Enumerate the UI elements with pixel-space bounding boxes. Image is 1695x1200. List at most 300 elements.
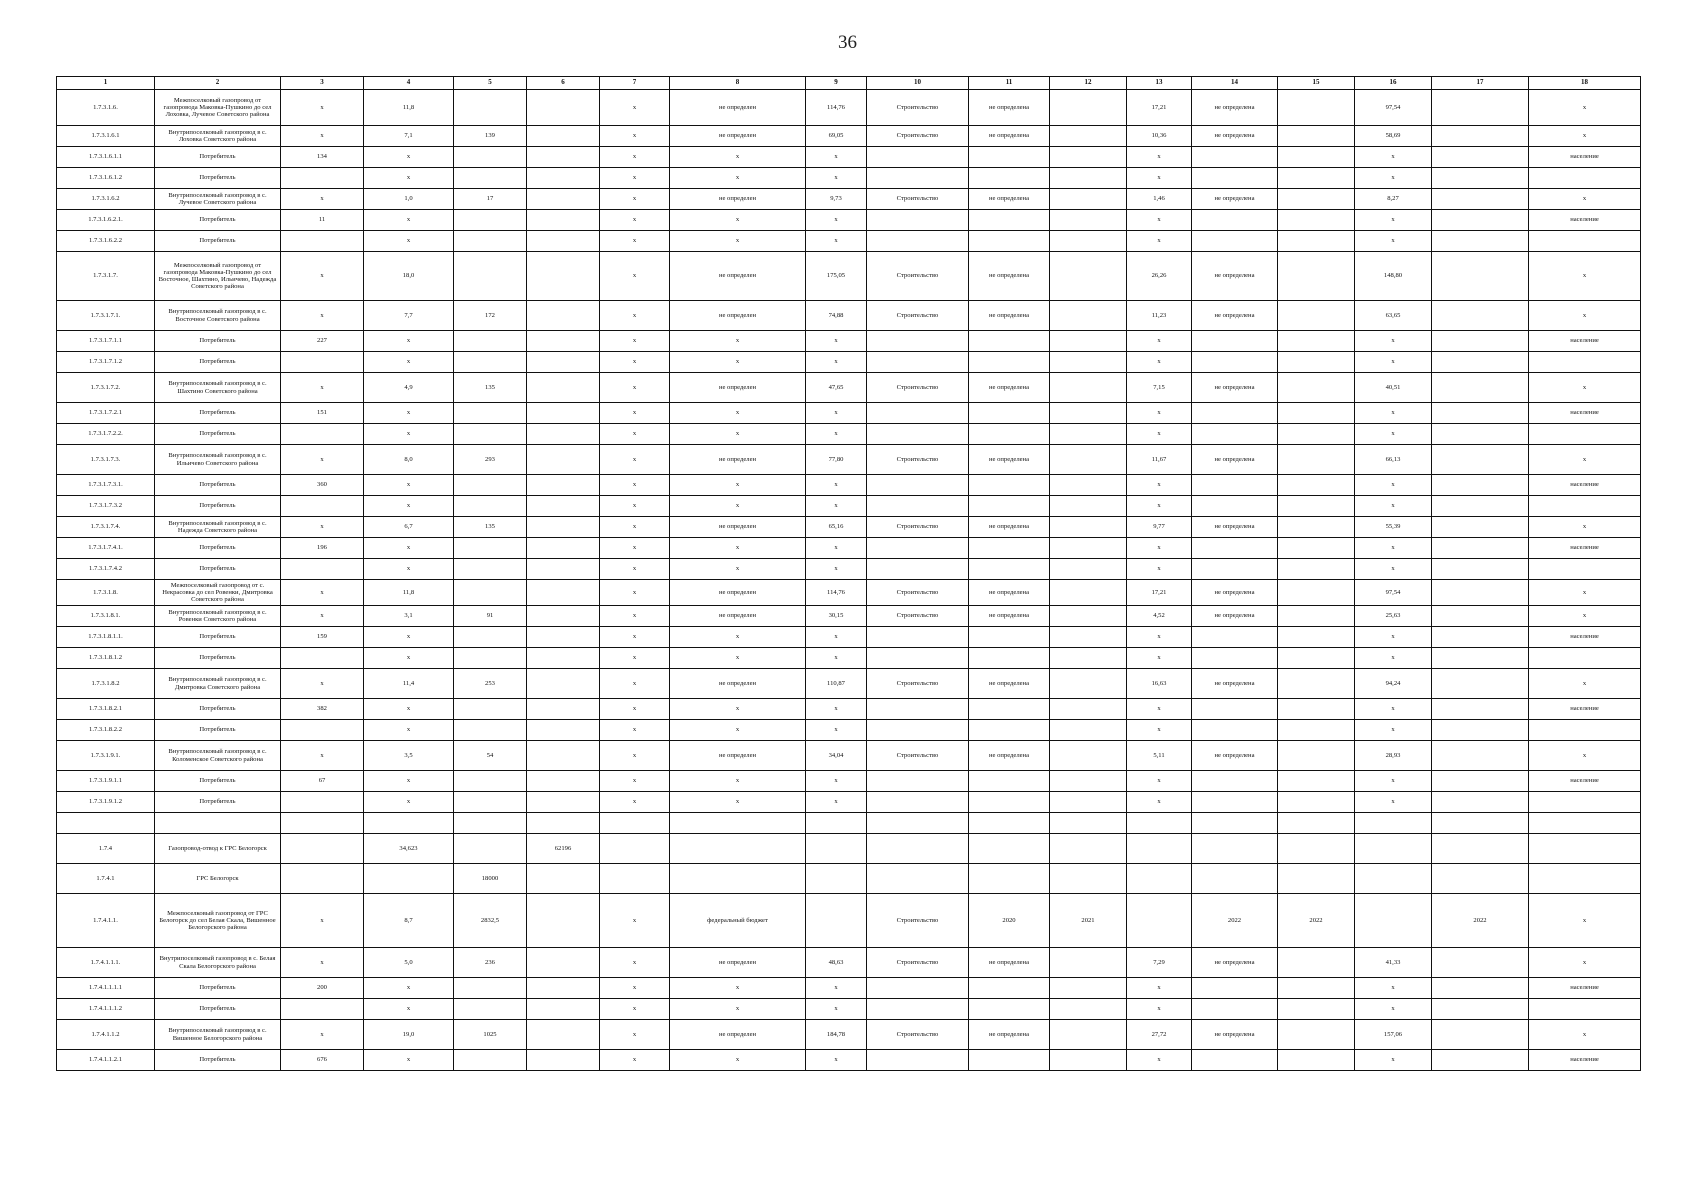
table-cell — [454, 352, 527, 373]
table-cell: 66,13 — [1355, 445, 1432, 475]
table-row — [57, 301, 1641, 331]
table-cell: 4,9 — [364, 373, 454, 403]
table-cell — [1529, 168, 1641, 189]
table-cell — [806, 864, 867, 894]
table-cell: 62196 — [527, 834, 600, 864]
table-cell: x — [1127, 699, 1192, 720]
table-cell: x — [600, 894, 670, 948]
table-cell: 17,21 — [1127, 580, 1192, 606]
table-cell: x — [281, 606, 364, 627]
table-row — [57, 168, 1641, 189]
table-cell: 1.7.4.1.1.1.2 — [57, 999, 155, 1020]
table-cell — [1529, 424, 1641, 445]
table-cell: 17,21 — [1127, 90, 1192, 126]
table-cell — [1432, 231, 1529, 252]
table-cell — [527, 1020, 600, 1050]
table-cell — [1278, 741, 1355, 771]
table-cell: x — [1529, 948, 1641, 978]
table-cell — [1278, 948, 1355, 978]
table-cell: x — [670, 648, 806, 669]
table-cell: Внутрипоселковый газопровод в с. Дмитровка Советского района — [155, 669, 281, 699]
table-cell: x — [670, 231, 806, 252]
table-cell — [1432, 373, 1529, 403]
table-cell: 7,29 — [1127, 948, 1192, 978]
table-cell — [1432, 606, 1529, 627]
table-cell: не определен — [670, 252, 806, 301]
table-cell: Внутрипоселковый газопровод в с. Шахтино Советского района — [155, 373, 281, 403]
table-cell: Внутрипоселковый газопровод в с. Надежда Советского района — [155, 517, 281, 538]
table-cell: Потребитель — [155, 978, 281, 999]
table-cell: 184,78 — [806, 1020, 867, 1050]
table-row — [57, 771, 1641, 792]
table-cell: Потребитель — [155, 352, 281, 373]
table-cell — [867, 496, 969, 517]
table-cell: x — [364, 352, 454, 373]
table-cell — [1432, 669, 1529, 699]
table-cell: 360 — [281, 475, 364, 496]
table-cell — [454, 331, 527, 352]
table-cell — [969, 648, 1050, 669]
table-cell: x — [1355, 352, 1432, 373]
table-cell: 55,39 — [1355, 517, 1432, 538]
table-cell: x — [600, 90, 670, 126]
table-cell: x — [1355, 210, 1432, 231]
table-cell — [1278, 1020, 1355, 1050]
table-cell: x — [1355, 1050, 1432, 1071]
table-row — [57, 475, 1641, 496]
table-cell — [1192, 771, 1278, 792]
table-cell: x — [600, 424, 670, 445]
table-cell: x — [1127, 496, 1192, 517]
table-cell: Строительство — [867, 189, 969, 210]
table-cell — [969, 559, 1050, 580]
table-cell: x — [1127, 771, 1192, 792]
table-cell — [454, 580, 527, 606]
table-cell — [1529, 231, 1641, 252]
table-cell: 1.7.3.1.8.1.1. — [57, 627, 155, 648]
table-cell — [454, 252, 527, 301]
table-cell — [867, 168, 969, 189]
table-cell — [969, 813, 1050, 834]
table-cell: население — [1529, 1050, 1641, 1071]
table-cell: x — [1529, 669, 1641, 699]
table-cell: x — [364, 210, 454, 231]
table-cell — [1278, 331, 1355, 352]
table-cell: 7,15 — [1127, 373, 1192, 403]
table-cell — [281, 559, 364, 580]
table-cell: x — [1127, 331, 1192, 352]
table-cell: не определен — [670, 669, 806, 699]
table-cell — [1192, 648, 1278, 669]
table-cell: Потребитель — [155, 403, 281, 424]
table-cell: x — [806, 424, 867, 445]
table-cell — [1355, 813, 1432, 834]
table-cell: 135 — [454, 517, 527, 538]
table-cell: 9,77 — [1127, 517, 1192, 538]
table-cell — [867, 210, 969, 231]
table-cell — [454, 813, 527, 834]
table-cell — [867, 648, 969, 669]
table-cell — [1050, 210, 1127, 231]
table-cell — [867, 352, 969, 373]
table-cell — [1529, 559, 1641, 580]
table-cell: 28,93 — [1355, 741, 1432, 771]
table-cell: x — [670, 403, 806, 424]
table-cell: x — [806, 792, 867, 813]
column-header: 13 — [1127, 77, 1192, 90]
table-cell: не определена — [1192, 301, 1278, 331]
table-cell: 1.7.4 — [57, 834, 155, 864]
table-cell: x — [1355, 559, 1432, 580]
table-cell: не определена — [969, 189, 1050, 210]
table-cell: Строительство — [867, 669, 969, 699]
table-cell: не определена — [1192, 90, 1278, 126]
table-cell — [1278, 792, 1355, 813]
table-cell: x — [1127, 352, 1192, 373]
table-cell — [1050, 741, 1127, 771]
table-cell — [527, 720, 600, 741]
table-cell — [1050, 424, 1127, 445]
table-cell — [527, 813, 600, 834]
table-cell: x — [600, 352, 670, 373]
table-cell — [1278, 252, 1355, 301]
table-cell: Строительство — [867, 1020, 969, 1050]
table-cell: Внутрипоселковый газопровод в с. Ровенки Советского района — [155, 606, 281, 627]
table-cell: x — [364, 648, 454, 669]
table-cell: Потребитель — [155, 210, 281, 231]
table-row — [57, 1050, 1641, 1071]
table-cell — [969, 792, 1050, 813]
table-cell: 1.7.3.1.7.2.1 — [57, 403, 155, 424]
table-cell: x — [806, 999, 867, 1020]
table-cell: x — [364, 496, 454, 517]
table-cell — [867, 231, 969, 252]
table-cell: x — [364, 475, 454, 496]
column-header: 4 — [364, 77, 454, 90]
table-cell: x — [281, 373, 364, 403]
table-cell: население — [1529, 771, 1641, 792]
table-cell — [527, 999, 600, 1020]
table-cell — [969, 168, 1050, 189]
table-cell — [1192, 210, 1278, 231]
table-cell: x — [364, 331, 454, 352]
table-row — [57, 352, 1641, 373]
table-cell: x — [364, 999, 454, 1020]
table-cell: 11,8 — [364, 580, 454, 606]
table-cell: 7,1 — [364, 126, 454, 147]
table-cell — [454, 771, 527, 792]
table-cell: 1.7.3.1.6. — [57, 90, 155, 126]
table-row — [57, 445, 1641, 475]
table-cell — [1432, 792, 1529, 813]
table-cell — [1050, 147, 1127, 168]
table-cell: x — [1127, 424, 1192, 445]
table-cell: 151 — [281, 403, 364, 424]
table-cell: Строительство — [867, 445, 969, 475]
table-cell: x — [600, 252, 670, 301]
table-cell — [527, 580, 600, 606]
table-cell: 30,15 — [806, 606, 867, 627]
table-cell: 148,80 — [1355, 252, 1432, 301]
table-cell: 1.7.3.1.7.4. — [57, 517, 155, 538]
table-cell: не определена — [969, 1020, 1050, 1050]
table-cell: x — [1529, 894, 1641, 948]
table-cell: 1.7.4.1.1.1. — [57, 948, 155, 978]
table-cell: 1.7.3.1.7. — [57, 252, 155, 301]
table-cell — [1529, 792, 1641, 813]
table-cell — [1050, 948, 1127, 978]
table-cell: x — [1529, 189, 1641, 210]
table-cell: не определена — [1192, 445, 1278, 475]
table-cell: x — [806, 1050, 867, 1071]
table-cell: не определена — [969, 126, 1050, 147]
table-cell: x — [600, 517, 670, 538]
table-cell: 676 — [281, 1050, 364, 1071]
table-cell: Потребитель — [155, 771, 281, 792]
table-cell — [454, 999, 527, 1020]
table-cell: x — [1355, 792, 1432, 813]
table-cell: 7,7 — [364, 301, 454, 331]
table-cell — [867, 147, 969, 168]
table-cell: x — [364, 559, 454, 580]
table-cell — [1278, 627, 1355, 648]
table-cell: население — [1529, 210, 1641, 231]
table-cell: x — [600, 1020, 670, 1050]
table-cell: x — [364, 403, 454, 424]
table-cell — [1192, 147, 1278, 168]
table-cell: x — [806, 403, 867, 424]
table-cell: x — [600, 771, 670, 792]
table-cell — [1050, 126, 1127, 147]
table-cell — [806, 813, 867, 834]
table-cell: 18000 — [454, 864, 527, 894]
table-cell — [670, 834, 806, 864]
table-cell: x — [600, 559, 670, 580]
table-cell — [1050, 403, 1127, 424]
table-cell — [1192, 792, 1278, 813]
table-cell — [1432, 627, 1529, 648]
table-cell: 97,54 — [1355, 580, 1432, 606]
table-cell: x — [600, 741, 670, 771]
table-cell — [1050, 720, 1127, 741]
table-cell: x — [1127, 475, 1192, 496]
table-cell — [867, 792, 969, 813]
table-cell: x — [364, 538, 454, 559]
table-cell — [527, 894, 600, 948]
table-cell: Потребитель — [155, 475, 281, 496]
table-cell: x — [1127, 648, 1192, 669]
table-cell: x — [670, 559, 806, 580]
table-cell: не определен — [670, 1020, 806, 1050]
table-cell: не определен — [670, 445, 806, 475]
table-cell — [1529, 496, 1641, 517]
table-row — [57, 864, 1641, 894]
table-cell: население — [1529, 331, 1641, 352]
table-cell: x — [364, 231, 454, 252]
table-cell: 175,05 — [806, 252, 867, 301]
table-cell — [1529, 352, 1641, 373]
table-cell: Потребитель — [155, 720, 281, 741]
table-row — [57, 580, 1641, 606]
table-cell: Внутрипоселковый газопровод в с. Лоховка Советского района — [155, 126, 281, 147]
table-cell — [1050, 496, 1127, 517]
table-cell: x — [600, 627, 670, 648]
table-cell: x — [600, 189, 670, 210]
table-cell — [1050, 813, 1127, 834]
table-cell — [1050, 168, 1127, 189]
table-cell: 3,5 — [364, 741, 454, 771]
table-cell: 16,63 — [1127, 669, 1192, 699]
table-cell — [1432, 252, 1529, 301]
table-cell: x — [600, 999, 670, 1020]
table-cell — [806, 834, 867, 864]
table-row — [57, 126, 1641, 147]
table-cell — [867, 475, 969, 496]
table-cell — [1278, 606, 1355, 627]
table-cell — [1529, 999, 1641, 1020]
table-cell: x — [1355, 147, 1432, 168]
table-cell — [454, 496, 527, 517]
table-cell — [454, 424, 527, 445]
table-cell — [1432, 720, 1529, 741]
table-cell — [454, 475, 527, 496]
table-cell: x — [281, 580, 364, 606]
table-cell — [1432, 126, 1529, 147]
table-cell — [969, 403, 1050, 424]
table-cell — [527, 147, 600, 168]
table-cell — [1050, 864, 1127, 894]
table-cell: x — [1529, 301, 1641, 331]
table-cell: 110,87 — [806, 669, 867, 699]
table-row — [57, 147, 1641, 168]
table-cell — [527, 424, 600, 445]
table-row — [57, 210, 1641, 231]
table-cell: не определена — [969, 948, 1050, 978]
table-cell: не определена — [1192, 948, 1278, 978]
table-cell — [454, 720, 527, 741]
table-row — [57, 627, 1641, 648]
table-cell — [1050, 978, 1127, 999]
table-cell: x — [1127, 1050, 1192, 1071]
table-cell: не определена — [1192, 1020, 1278, 1050]
table-cell: не определена — [969, 373, 1050, 403]
table-cell — [454, 90, 527, 126]
table-cell — [1278, 231, 1355, 252]
table-cell — [1192, 720, 1278, 741]
table-cell — [281, 834, 364, 864]
table-cell — [1050, 771, 1127, 792]
table-cell: 114,76 — [806, 580, 867, 606]
table-cell: 1.7.4.1.1.2.1 — [57, 1050, 155, 1071]
table-cell: x — [281, 126, 364, 147]
table-cell: 27,72 — [1127, 1020, 1192, 1050]
table-cell — [1432, 538, 1529, 559]
table-cell: x — [1355, 331, 1432, 352]
table-cell — [281, 231, 364, 252]
table-cell: не определена — [969, 517, 1050, 538]
table-cell — [1278, 580, 1355, 606]
table-cell: x — [670, 699, 806, 720]
table-cell: 58,69 — [1355, 126, 1432, 147]
table-cell — [454, 1050, 527, 1071]
table-cell: 65,16 — [806, 517, 867, 538]
table-cell: x — [806, 627, 867, 648]
table-cell: x — [1127, 168, 1192, 189]
table-cell: x — [1127, 231, 1192, 252]
column-header: 12 — [1050, 77, 1127, 90]
table-cell — [1278, 168, 1355, 189]
table-cell: 1.7.3.1.8.2 — [57, 669, 155, 699]
table-cell: Потребитель — [155, 496, 281, 517]
table-cell: 1.7.3.1.6.1 — [57, 126, 155, 147]
table-cell: не определена — [1192, 126, 1278, 147]
table-cell: x — [600, 373, 670, 403]
table-cell — [281, 792, 364, 813]
table-cell: x — [670, 999, 806, 1020]
table-row — [57, 496, 1641, 517]
table-cell — [867, 864, 969, 894]
table-cell: 1.7.3.1.6.2.2 — [57, 231, 155, 252]
table-cell — [969, 538, 1050, 559]
table-cell: 159 — [281, 627, 364, 648]
table-cell — [527, 252, 600, 301]
table-cell: x — [806, 978, 867, 999]
table-cell — [969, 699, 1050, 720]
table-cell: x — [600, 792, 670, 813]
table-cell — [1432, 1050, 1529, 1071]
table-cell: 63,65 — [1355, 301, 1432, 331]
table-cell: x — [670, 475, 806, 496]
table-cell: 3,1 — [364, 606, 454, 627]
table-cell — [1050, 538, 1127, 559]
table-cell: 40,51 — [1355, 373, 1432, 403]
table-cell: x — [806, 559, 867, 580]
table-cell: x — [1127, 147, 1192, 168]
table-cell — [1050, 445, 1127, 475]
table-cell: 227 — [281, 331, 364, 352]
table-cell: не определена — [1192, 580, 1278, 606]
table-cell: Строительство — [867, 580, 969, 606]
table-row — [57, 948, 1641, 978]
table-cell: не определен — [670, 189, 806, 210]
table-cell — [1050, 1020, 1127, 1050]
table-cell: x — [281, 894, 364, 948]
table-cell — [1278, 720, 1355, 741]
table-cell: x — [670, 792, 806, 813]
table-cell — [1432, 331, 1529, 352]
table-cell — [1192, 813, 1278, 834]
table-cell: x — [281, 301, 364, 331]
table-cell — [527, 771, 600, 792]
table-cell — [527, 1050, 600, 1071]
table-cell: x — [281, 445, 364, 475]
table-cell — [867, 999, 969, 1020]
column-header: 10 — [867, 77, 969, 90]
table-cell: Строительство — [867, 301, 969, 331]
table-cell — [527, 648, 600, 669]
table-cell: x — [670, 771, 806, 792]
table-cell — [527, 352, 600, 373]
table-cell: 25,63 — [1355, 606, 1432, 627]
table-cell — [1127, 813, 1192, 834]
table-cell — [364, 813, 454, 834]
table-cell: 26,26 — [1127, 252, 1192, 301]
table-cell: x — [1529, 126, 1641, 147]
table-cell: x — [670, 168, 806, 189]
table-cell: 34,623 — [364, 834, 454, 864]
column-header: 16 — [1355, 77, 1432, 90]
table-cell: Газопровод-отвод к ГРС Белогорск — [155, 834, 281, 864]
